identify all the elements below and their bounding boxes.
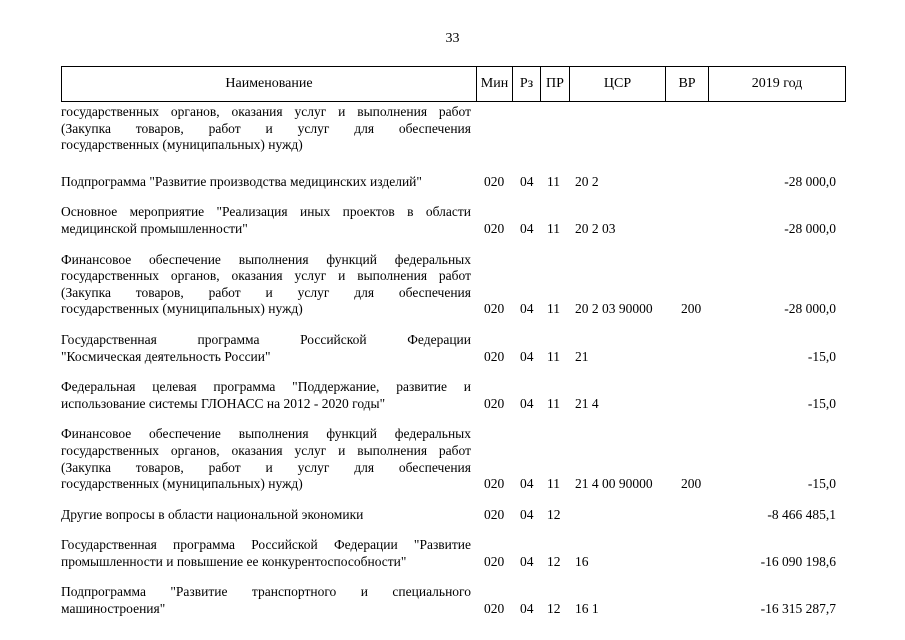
row-csr: 21 4 00 90000 [575,476,653,492]
row-name-line: "Космическая деятельность России" [61,348,271,364]
table-row [61,584,846,617]
row-name-line: Основное мероприятие "Реализация иных проектов в области [61,204,471,220]
row-pr: 12 [547,553,561,569]
row-name-line: Финансовое обеспечение выполнения функций федеральных [61,426,471,442]
table-row [61,252,846,318]
row-name-line: Другие вопросы в области национальной экономики [61,506,364,522]
row-pr: 11 [547,395,560,411]
row-name [61,507,471,524]
header-vr: ВР [666,67,709,101]
row-csr: 21 [575,348,589,364]
row-sum: -16 090 198,6 [760,553,836,569]
row-name-line: Государственная программа Российской Федерации "Развитие [61,537,471,553]
row-name-line: (Закупка товаров, работ и услуг для обеспечения [61,284,471,300]
row-sum: -15,0 [807,476,836,492]
table-row [61,507,846,524]
header-csr: ЦСР [570,67,666,101]
row-vr: 200 [681,476,702,492]
row-name [61,584,471,617]
table-header [61,66,846,102]
row-name-line: государственных (муниципальных) нужд) [61,301,303,317]
row-name-line: государственных органов, оказания услуг и выполнения работ [61,268,471,284]
row-name-line: Государственная программа Российской Федерации [61,331,471,347]
header-pr: ПР [541,67,570,101]
row-rz: 04 [520,348,534,364]
row-name [61,537,471,570]
row-name [61,426,471,492]
row-name-line: машиностроения" [61,601,166,617]
row-pr: 12 [547,506,561,522]
row-rz: 04 [520,553,534,569]
table-row [61,379,846,412]
row-name [61,174,471,191]
row-sum: -28 000,0 [784,301,836,317]
row-name-line: (Закупка товаров, работ и услуг для обеспечения [61,120,471,136]
row-min: 020 [484,506,505,522]
row-name-line: (Закупка товаров, работ и услуг для обеспечения [61,459,471,475]
row-min: 020 [484,348,505,364]
row-min: 020 [484,395,505,411]
row-sum: -15,0 [807,395,836,411]
row-name-line: Подпрограмма "Развитие производства медицинских изделий" [61,173,422,189]
header-year: 2019 год [751,76,803,91]
row-min: 020 [484,476,505,492]
row-name-line: использование системы ГЛОНАСС на 2012 - 2020 годы" [61,395,386,411]
row-rz: 04 [520,601,534,617]
row-name [61,332,471,365]
row-name-line: медицинской промышленности" [61,220,248,236]
row-min: 020 [484,553,505,569]
row-pr: 11 [547,220,560,236]
row-name-line: государственных (муниципальных) нужд) [61,476,303,492]
row-pr: 11 [547,348,560,364]
row-rz: 04 [520,395,534,411]
row-vr: 200 [681,301,702,317]
table-row [61,174,846,191]
row-name [61,379,471,412]
row-pr: 12 [547,601,561,617]
row-csr: 20 2 [575,173,599,189]
row-rz: 04 [520,506,534,522]
row-name-line: Финансовое обеспечение выполнения функций федеральных [61,251,471,267]
row-min: 020 [484,301,505,317]
row-sum: -15,0 [807,348,836,364]
row-rz: 04 [520,476,534,492]
table-row [61,332,846,365]
row-rz: 04 [520,220,534,236]
row-sum: -8 466 485,1 [767,506,836,522]
header-rz: Рз [513,67,541,101]
table-body [61,104,846,632]
table-row [61,204,846,237]
page-number: 33 [445,31,460,46]
row-name-line: Федеральная целевая программа "Поддержание, развитие и [61,379,471,395]
row-pr: 11 [547,301,560,317]
row-csr: 20 2 03 [575,220,616,236]
row-sum: -28 000,0 [784,220,836,236]
row-name [61,204,471,237]
row-min: 020 [484,601,505,617]
row-name [61,104,471,154]
row-name-line: государственных (муниципальных) нужд) [61,137,303,153]
row-csr: 16 1 [575,601,599,617]
row-rz: 04 [520,173,534,189]
row-name-line: Подпрограмма "Развитие транспортного и специального [61,584,471,600]
row-csr: 20 2 03 90000 [575,301,653,317]
row-pr: 11 [547,476,560,492]
row-name-line: промышленности и повышение ее конкурентоспособности" [61,553,407,569]
table-row [61,104,846,154]
row-name [61,252,471,318]
row-name-line: государственных органов, оказания услуг и выполнения работ [61,442,471,458]
row-min: 020 [484,220,505,236]
header-name: Наименование [62,67,477,101]
row-rz: 04 [520,301,534,317]
row-sum: -28 000,0 [784,173,836,189]
row-csr: 21 4 [575,395,599,411]
table-row [61,426,846,492]
row-name-line: государственных органов, оказания услуг и выполнения работ [61,104,471,119]
row-sum: -16 315 287,7 [760,601,836,617]
row-pr: 11 [547,173,560,189]
table-row [61,537,846,570]
header-min: Мин [477,67,513,101]
row-csr: 16 [575,553,589,569]
row-min: 020 [484,173,505,189]
